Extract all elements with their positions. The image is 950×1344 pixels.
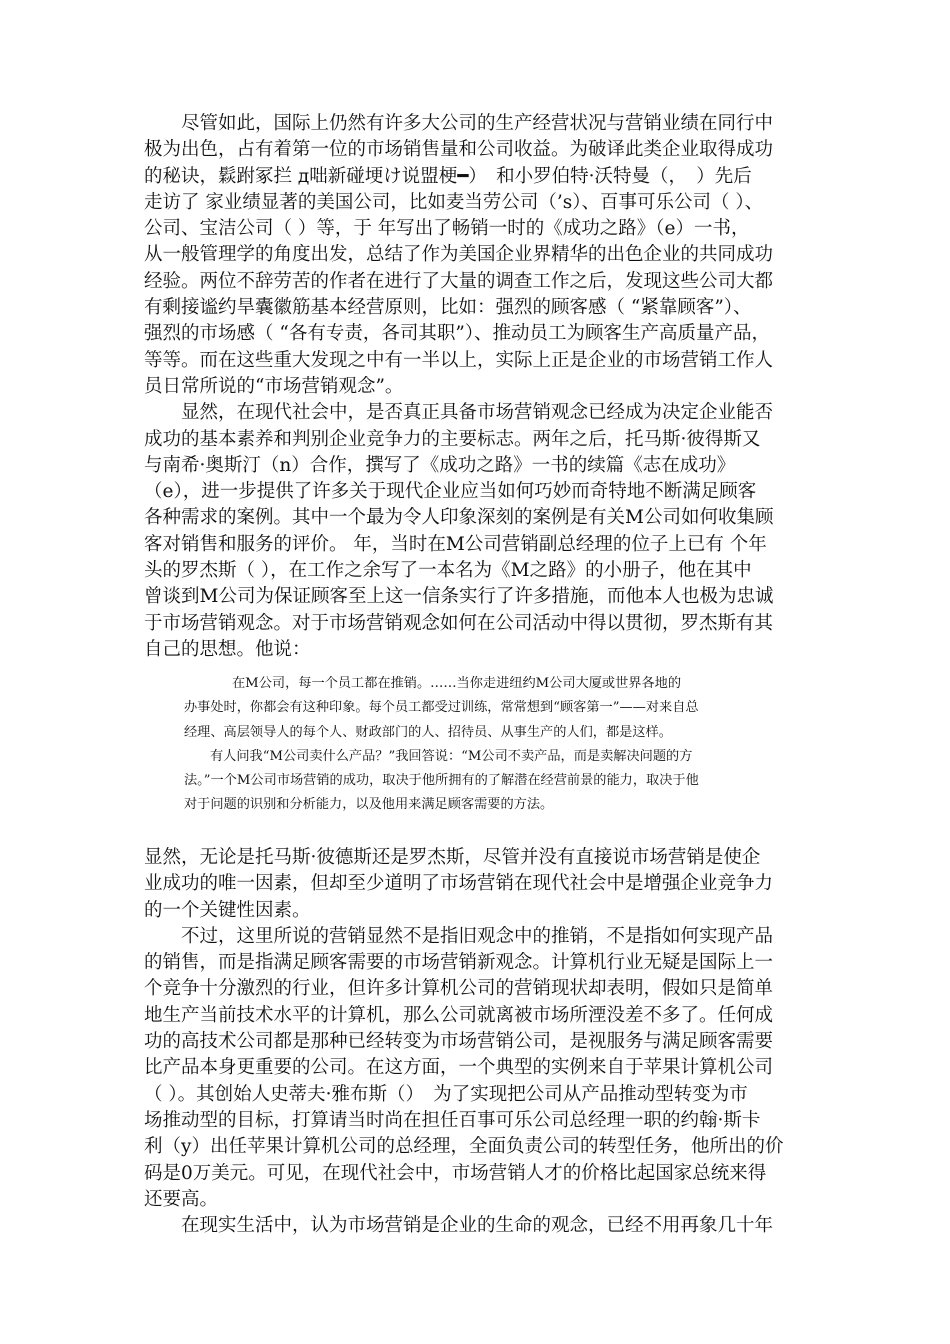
paragraph-line: 比产品本身更重要的公司。在这方面，一个典型的实例来自于苹果计算机公司	[144, 1057, 774, 1079]
body-text-bottom	[144, 845, 814, 1239]
paragraph-line: 有剩接谧约旱囊徽筋基本经营原则，比如：强烈的顾客感（ “紧靠顾客”）、	[144, 297, 752, 319]
paragraph-line: 地生产当前技术水平的计算机，那么公司就离被市场所湮没差不多了。任何成	[144, 1004, 774, 1026]
quote-line: 有人问我“M公司卖什么产品？”我回答说：“M公司不卖产品，而是卖解决问题的方	[210, 748, 693, 764]
paragraph-line: （e），进一步提供了许多关于现代企业应当如何巧妙而奇特地不断满足顾客	[144, 481, 757, 503]
paragraph-line: 成功的基本素养和判别企业竞争力的主要标志。两年之后，托马斯·彼得斯又	[144, 428, 761, 450]
paragraph-line: 在现实生活中，认为市场营销是企业的生命的观念，已经不用再象几十年	[181, 1215, 774, 1237]
paragraph-line: 显然，在现代社会中，是否真正具备市场营销观念已经成为决定企业能否	[181, 402, 774, 424]
paragraph-line: 员日常所说的“市场营销观念”。	[144, 375, 404, 397]
paragraph-line: 码是0万美元。可见，在现代社会中，市场营销人才的价格比起国家总统来得	[144, 1162, 767, 1184]
paragraph-line: 的秘诀，鬏跗冢拦 д咄新碰埂け说盟梗━） 和小罗伯特·沃特曼（， ）先后	[144, 165, 752, 187]
paragraph-line: 功的高技术公司都是那种已经转变为市场营销公司，是视服务与满足顾客需要	[144, 1031, 774, 1053]
quote-line: 在M公司，每一个员工都在推销。……当你走进纽约M公司大厦或世界各地的	[232, 676, 682, 691]
paragraph-line: 个竞争十分激烈的行业，但许多计算机公司的营销现状却表明，假如只是简单	[144, 978, 774, 1000]
quote-line: 办事处时，你都会有这种印象。每个员工都受过训练，常常想到“顾客第一”——对来自总	[184, 700, 699, 716]
paragraph-line: 尽管如此，国际上仍然有许多大公司的生产经营状况与营销业绩在同行中	[181, 113, 774, 134]
quote-line: 对于问题的识别和分析能力，以及他用来满足顾客需要的方法。	[184, 797, 554, 813]
paragraph-line: 曾谈到M公司为保证顾客至上这一信条实行了许多措施，而他本人也极为忠诚	[144, 586, 774, 608]
paragraph-line: 的一个关键性因素。	[144, 899, 311, 921]
paragraph-line: 公司、宝洁公司（ ）等，于 年写出了畅销一时的《成功之路》（e）一书，	[144, 218, 750, 240]
paragraph-line: 等等。而在这些重大发现之中有一半以上，实际上正是企业的市场营销工作人	[144, 349, 774, 371]
paragraph-line: 不过，这里所说的营销显然不是指旧观念中的推销，不是指如何实现产品	[181, 925, 774, 947]
paragraph-line: 与南希·奥斯汀（n）合作，撰写了《成功之路》一书的续篇《志在成功》	[144, 454, 736, 476]
paragraph-line: 经验。两位不辞劳苦的作者在进行了大量的调查工作之后，发现这些公司大都	[144, 270, 774, 292]
paragraph-line: 各种需求的案例。其中一个最为令人印象深刻的案例是有关M公司如何收集顾	[144, 507, 774, 529]
paragraph-line: 利（y）出任苹果计算机公司的总经理，全面负责公司的转型任务，他所出的价	[144, 1136, 784, 1158]
paragraph-line: 头的罗杰斯（ ），在工作之余写了一本名为《M之路》的小册子，他在其中	[144, 560, 752, 582]
paragraph-line: 场推动型的目标，打算请当时尚在担任百事可乐公司总经理一职的约翰·斯卡	[144, 1109, 761, 1131]
paragraph-line: 业成功的唯一因素，但却至少道明了市场营销在现代社会中是增强企业竞争力	[144, 873, 774, 895]
quote-line: 法。”一个M公司市场营销的成功，取决于他所拥有的了解潜在经营前景的能力，取决于他	[184, 773, 699, 789]
paragraph-line: 从一般管理学的角度出发，总结了作为美国企业界精华的出色企业的共同成功	[144, 244, 774, 266]
paragraph-line: 于市场营销观念。对于市场营销观念如何在公司活动中得以贯彻，罗杰斯有其	[144, 612, 774, 634]
paragraph-line: 客对销售和服务的评价。 年，当时在M公司营销副总经理的位子上已有 个年	[144, 533, 767, 555]
paragraph-line: 显然，无论是托马斯·彼德斯还是罗杰斯，尽管并没有直接说市场营销是使企	[144, 847, 761, 868]
block-quote	[184, 672, 784, 818]
paragraph-line: 的销售，而是指满足顾客需要的市场营销新观念。计算机行业无疑是国际上一	[144, 952, 774, 974]
paragraph-line: （ ）。其创始人史蒂夫·雅布斯（） 为了实现把公司从产品推动型转变为市	[144, 1083, 748, 1105]
quote-line: 经理、高层领导人的每个人、财政部门的人、招待员、从事生产的人们，都是这样。	[184, 724, 672, 740]
paragraph-line: 强烈的市场感（ “各有专责，各司其职”）、推动员工为顾客生产高质量产品，	[144, 323, 771, 345]
paragraph-line: 还要高。	[144, 1188, 219, 1210]
body-text-top	[144, 111, 814, 663]
paragraph-line: 走访了 家业绩显著的美国公司，比如麦当劳公司（’s）、百事可乐公司（ ）、	[144, 191, 764, 213]
paragraph-line: 极为出色，占有着第一位的市场销售量和公司收益。为破译此类企业取得成功	[144, 139, 774, 161]
paragraph-line: 自己的思想。他说：	[144, 638, 311, 660]
